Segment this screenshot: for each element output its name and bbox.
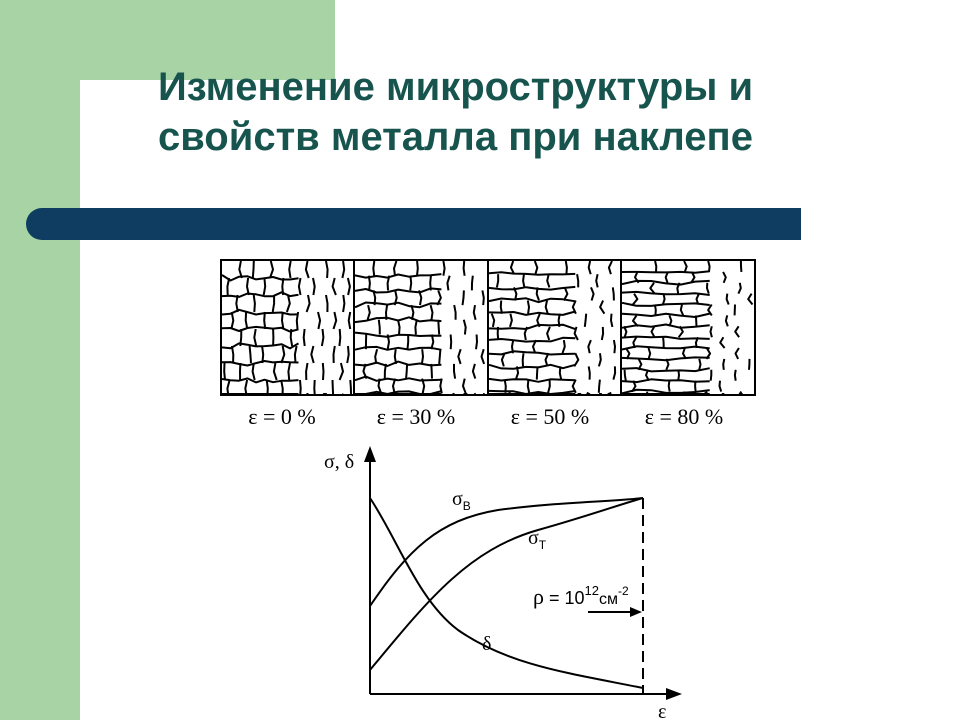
grain-boundary: [539, 393, 541, 394]
rho-annotation: [533, 583, 629, 609]
grain-boundary: [264, 312, 265, 329]
slide-title-line-2: свойств металла при наклепе: [158, 115, 753, 159]
grain-boundary: [304, 329, 305, 346]
grain-boundary: [379, 320, 380, 335]
grain-boundary: [723, 359, 724, 370]
grain-boundary: [350, 380, 351, 394]
sigma-t-label: [528, 527, 547, 552]
grain-boundary: [586, 393, 589, 394]
rho-unit-exponent: -2: [618, 584, 629, 598]
sigma-b-label: [452, 488, 471, 513]
grain-boundary: [523, 353, 524, 366]
grain-boundary: [476, 335, 477, 350]
grain-boundary: [696, 315, 697, 326]
grain-boundary: [410, 276, 411, 291]
curve-sigma-t: [370, 498, 643, 670]
x-axis-arrowhead: [666, 688, 682, 700]
grain-boundary: [695, 381, 696, 392]
curve-sigma-b: [370, 498, 643, 606]
y-axis-label: σ, δ: [324, 451, 355, 473]
grain-boundary: [625, 370, 626, 381]
rho-equals: = 10: [543, 588, 585, 608]
grain-boundary: [741, 261, 742, 272]
grain-boundary: [735, 370, 736, 381]
grain-boundary: [409, 393, 411, 394]
grain-boundary: [333, 380, 334, 394]
slide-title: [158, 62, 938, 162]
grain-boundary: [589, 366, 590, 379]
grain-boundary: [474, 393, 475, 394]
grain-boundary: [599, 380, 600, 393]
grain-boundary: [464, 261, 465, 276]
grain-boundary: [438, 320, 439, 335]
strain-label-80: ε = 80 %: [644, 404, 724, 429]
grain-boundary: [749, 359, 750, 370]
decor-rounded-corner: [80, 80, 150, 150]
sigma-t-subscript: Т: [538, 538, 547, 552]
grain-boundary: [385, 364, 386, 379]
grain-boundary: [577, 274, 578, 287]
title-divider-bar: [26, 208, 801, 240]
grain-boundary: [323, 363, 324, 380]
rho-symbol: ρ: [533, 584, 544, 609]
grain-boundary: [655, 305, 656, 316]
grain-boundary: [443, 261, 444, 276]
micrograph-strip: [221, 260, 755, 395]
properties-graph: [318, 440, 698, 720]
grain-boundary: [613, 287, 614, 300]
sigma-t-symbol: σ: [528, 527, 539, 549]
grain-boundary: [224, 363, 225, 380]
grain-boundary: [408, 335, 409, 350]
grain-boundary: [369, 276, 370, 291]
rho-unit: см: [599, 591, 618, 608]
grain-boundary: [684, 392, 685, 394]
grain-boundary: [453, 393, 454, 394]
x-axis-label: ε: [658, 701, 667, 720]
microstructure-figure: [220, 258, 760, 438]
y-axis-arrowhead: [364, 446, 376, 462]
grain-boundary: [498, 327, 499, 340]
rho-arrowhead: [630, 607, 642, 617]
strain-label-50: ε = 50 %: [510, 404, 590, 429]
grain-boundary: [537, 366, 538, 379]
sigma-b-subscript: В: [462, 499, 471, 513]
grain-boundary: [451, 335, 452, 350]
grain-boundary: [608, 393, 611, 394]
rho-exponent: 12: [584, 583, 599, 598]
grain-boundary: [439, 349, 440, 364]
grain-boundary: [373, 261, 374, 276]
grain-boundary: [267, 380, 268, 394]
grain-boundary: [711, 370, 712, 381]
grain-boundary: [386, 305, 387, 320]
grain-boundary: [300, 380, 301, 394]
sigma-b-symbol: σ: [452, 488, 463, 510]
grain-boundary: [339, 329, 340, 346]
grain-boundary: [253, 261, 254, 278]
grain-boundary: [240, 329, 241, 346]
grain-boundary: [431, 364, 432, 379]
strain-label-0: ε = 0 %: [248, 404, 316, 429]
grain-boundary: [505, 380, 506, 393]
grain-boundary: [454, 364, 455, 379]
delta-label: δ: [482, 633, 492, 655]
strain-label-30: ε = 30 %: [376, 404, 456, 429]
slide-title-line-1: Изменение микроструктуры и: [158, 65, 754, 109]
decor-green-band: [0, 0, 80, 720]
grain-boundary: [367, 393, 368, 394]
grain-boundary: [406, 364, 407, 379]
grain-boundary: [422, 349, 423, 364]
grain-boundary: [430, 276, 431, 291]
grain-boundary: [432, 393, 435, 394]
grain-boundary: [614, 340, 615, 353]
grain-boundary: [282, 278, 283, 295]
grain-boundary: [678, 370, 679, 381]
grain-boundary: [417, 261, 418, 276]
grain-boundary: [472, 276, 473, 291]
grain-boundary: [564, 393, 566, 394]
grain-boundary: [663, 337, 664, 348]
grain-boundary: [262, 346, 263, 363]
grain-boundary: [669, 381, 670, 392]
grain-boundary: [566, 261, 567, 274]
